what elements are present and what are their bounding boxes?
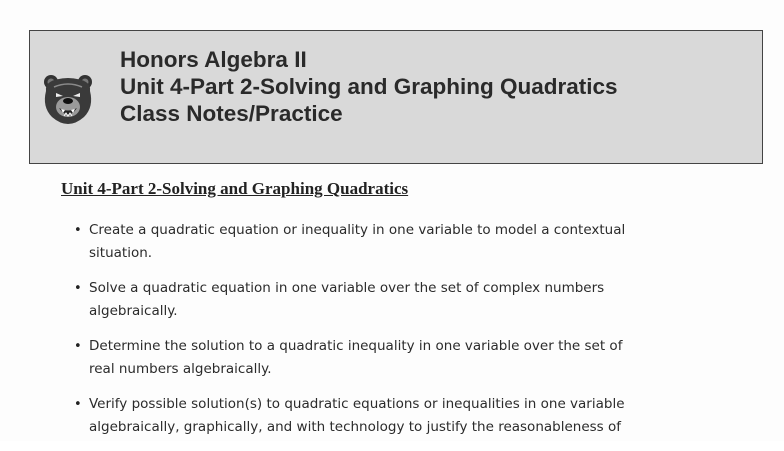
list-item-text: Create a quadratic equation or inequality in one variable to model a contextual situation. [89, 222, 626, 261]
unit-title: Unit 4-Part 2-Solving and Graphing Quadratics [120, 74, 618, 99]
list-item [74, 393, 634, 439]
course-title: Honors Algebra II [120, 47, 307, 72]
list-item [74, 219, 634, 265]
bullet-icon: • [74, 397, 82, 412]
list-item-text: Determine the solution to a quadratic inequality in one variable over the set of real numbers algebraically. [89, 338, 623, 377]
header-banner [29, 30, 763, 164]
bear-mascot-icon [40, 73, 96, 125]
objectives-list [74, 219, 634, 451]
title-block [120, 46, 618, 127]
notes-subtitle: Class Notes/Practice [120, 101, 343, 126]
bullet-icon: • [74, 281, 82, 296]
bullet-icon: • [74, 339, 82, 354]
list-item [74, 277, 634, 323]
bullet-icon: • [74, 223, 82, 238]
list-item-text: Verify possible solution(s) to quadratic equations or inequalities in one variable algebraically, graphically, and with technology to justify the reasonableness of [89, 396, 625, 435]
list-item [74, 335, 634, 381]
list-item-text: Solve a quadratic equation in one variable over the set of complex numbers algebraically. [89, 280, 605, 319]
section-heading: Unit 4-Part 2-Solving and Graphing Quadratics [61, 179, 409, 198]
